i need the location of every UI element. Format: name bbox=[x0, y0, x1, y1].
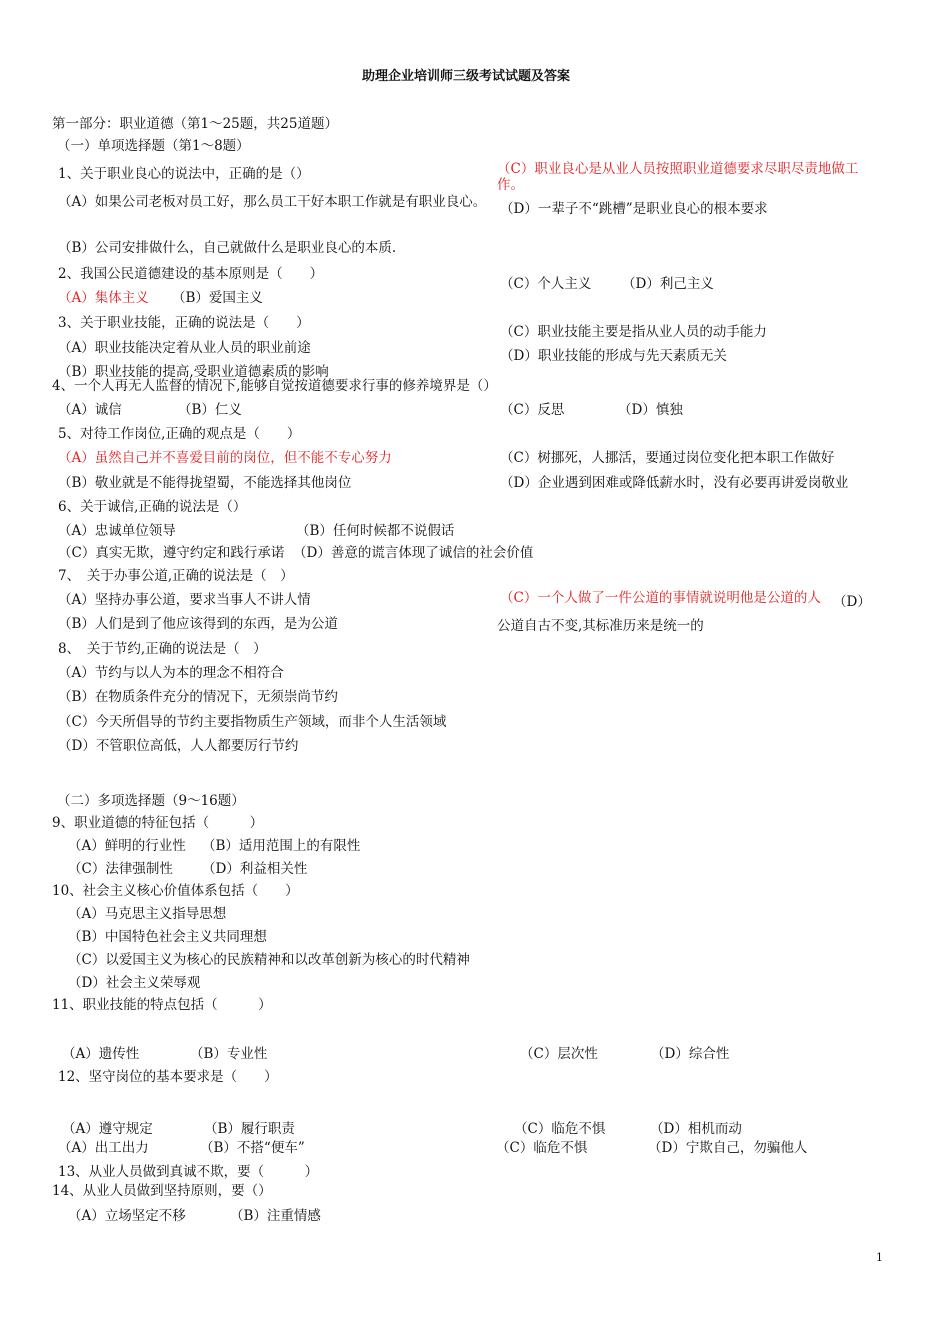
question-6-option-c: （C）真实无欺，遵守约定和践行承诺 bbox=[58, 545, 285, 561]
question-4-option-c: （C）反思 bbox=[500, 402, 565, 418]
question-11-option-a: （A）遗传性 bbox=[62, 1046, 140, 1062]
question-1-stem: 1、关于职业良心的说法中，正确的是（） bbox=[58, 166, 310, 182]
question-10-option-a: （A）马克思主义指导思想 bbox=[68, 906, 227, 922]
question-5-stem: 5、对待工作岗位,正确的观点是（ ） bbox=[58, 426, 301, 442]
question-7-option-a: （A）坚持办事公道，要求当事人不讲人情 bbox=[58, 592, 311, 608]
question-1-option-b: （B）公司安排做什么，自己就做什么是职业良心的本质. bbox=[58, 240, 397, 256]
question-10-option-c: （C）以爱国主义为核心的民族精神和以改革创新为核心的时代精神 bbox=[68, 952, 470, 968]
question-2-option-b: （B）爱国主义 bbox=[172, 290, 263, 306]
question-2-option-d: （D）利己主义 bbox=[622, 276, 714, 292]
question-13-stem: 13、从业人员做到真诚不欺，要（ ） bbox=[58, 1164, 319, 1180]
question-1-option-d: （D）一辈子不“跳槽”是职业良心的根本要求 bbox=[500, 201, 768, 217]
question-13-option-b: （B）不搭“便车” bbox=[200, 1140, 305, 1156]
question-12-option-c: （C）临危不惧 bbox=[514, 1121, 606, 1137]
question-3-option-d: （D）职业技能的形成与先天素质无关 bbox=[500, 348, 727, 364]
question-8-option-a: （A）节约与以人为本的理念不相符合 bbox=[58, 665, 284, 681]
question-3-option-c: （C）职业技能主要是指从业人员的动手能力 bbox=[500, 324, 767, 340]
page-number: 1 bbox=[876, 1251, 883, 1264]
question-5-option-b: （B）敬业就是不能得拢望蜀，不能选择其他岗位 bbox=[58, 475, 352, 491]
question-14-stem: 14、从业人员做到坚持原则，要（） bbox=[52, 1183, 272, 1199]
question-14-option-b: （B）注重情感 bbox=[230, 1208, 321, 1224]
question-13-option-c: （C）临危不惧 bbox=[496, 1140, 588, 1156]
question-1-option-c-answer: （C）职业良心是从业人员按照职业道德要求尽职尽责地做工作。 bbox=[497, 161, 859, 193]
question-2-option-a-answer: （A）集体主义 bbox=[58, 290, 149, 306]
document-title: 助理企业培训师三级考试试题及答案 bbox=[362, 69, 571, 84]
question-7-option-c-answer: （C）一个人做了一件公道的事情就说明他是公道的人 bbox=[500, 590, 821, 606]
question-6-stem: 6、关于诚信,正确的说法是（） bbox=[58, 499, 247, 515]
question-9-stem: 9、职业道德的特征包括（ ） bbox=[52, 815, 264, 831]
question-2-option-c: （C）个人主义 bbox=[500, 276, 592, 292]
question-7-stem: 7、 关于办事公道,正确的说法是（ ） bbox=[58, 568, 294, 584]
question-12-option-d: （D）相机而动 bbox=[650, 1121, 742, 1137]
question-9-option-c: （C）法律强制性 bbox=[68, 861, 173, 877]
question-13-option-d: （D）宁欺自己，勿骗他人 bbox=[648, 1140, 808, 1156]
question-9-option-d: （D）利益相关性 bbox=[202, 861, 308, 877]
question-12-stem: 12、坚守岗位的基本要求是（ ） bbox=[58, 1069, 278, 1085]
question-8-option-d: （D）不管职位高低，人人都要厉行节约 bbox=[58, 738, 299, 754]
question-13-option-a: （A）出工出力 bbox=[58, 1140, 149, 1156]
question-4-option-d: （D）慎独 bbox=[618, 402, 683, 418]
question-6-option-d: （D）善意的谎言体现了诚信的社会价值 bbox=[293, 545, 534, 561]
question-7-option-b: （B）人们是到了他应该得到的东西，是为公道 bbox=[58, 616, 338, 632]
question-8-option-c: （C）今天所倡导的节约主要指物质生产领域，而非个人生活领域 bbox=[58, 714, 447, 730]
question-5-option-c: （C）树挪死，人挪活，要通过岗位变化把本职工作做好 bbox=[500, 450, 835, 466]
question-2-stem: 2、我国公民道德建设的基本原则是（ ） bbox=[58, 266, 324, 282]
question-5-option-d: （D）企业遇到困难或降低薪水时，没有必要再讲爱岗敬业 bbox=[500, 475, 849, 491]
question-11-option-c: （C）层次性 bbox=[520, 1046, 598, 1062]
question-14-option-a: （A）立场坚定不移 bbox=[68, 1208, 186, 1224]
question-4-option-a: （A）诚信 bbox=[58, 402, 122, 418]
question-12-option-a: （A）遵守规定 bbox=[62, 1121, 153, 1137]
question-12-option-b: （B）履行职责 bbox=[204, 1121, 295, 1137]
question-11-option-d: （D）综合性 bbox=[651, 1046, 730, 1062]
question-11-option-b: （B）专业性 bbox=[190, 1046, 268, 1062]
question-8-option-b: （B）在物质条件充分的情况下，无须崇尚节约 bbox=[58, 689, 338, 705]
question-8-stem: 8、 关于节约,正确的说法是（ ） bbox=[58, 641, 267, 657]
question-3-option-a: （A）职业技能决定着从业人员的职业前途 bbox=[58, 340, 311, 356]
section-heading-single-choice: （一）单项选择题（第1～8题） bbox=[57, 138, 250, 154]
question-3-stem: 3、关于职业技能，正确的说法是（ ） bbox=[58, 315, 310, 331]
part-heading: 第一部分：职业道德（第1～25题，共25道题） bbox=[52, 116, 338, 132]
question-4-option-b: （B）仁义 bbox=[178, 402, 242, 418]
question-10-option-d: （D）社会主义荣辱观 bbox=[68, 975, 201, 991]
section-heading-multiple-choice: （二）多项选择题（9～16题） bbox=[57, 793, 245, 809]
question-1-option-a: （A）如果公司老板对员工好，那么员工干好本职工作就是有职业良心。 bbox=[58, 194, 487, 210]
question-4-stem: 4、一个人再无人监督的情况下,能够自觉按道德要求行事的修养境界是（） bbox=[52, 378, 497, 394]
question-6-option-b: （B）任何时候都不说假话 bbox=[296, 523, 455, 539]
question-9-option-a: （A）鲜明的行业性 bbox=[68, 838, 186, 854]
question-5-option-a-answer: （A）虽然自己并不喜爱目前的岗位，但不能不专心努力 bbox=[58, 450, 392, 466]
question-9-option-b: （B）适用范围上的有限性 bbox=[202, 838, 361, 854]
question-10-option-b: （B）中国特色社会主义共同理想 bbox=[68, 929, 267, 945]
question-6-option-a: （A）忠诚单位领导 bbox=[58, 523, 176, 539]
question-10-stem: 10、社会主义核心价值体系包括（ ） bbox=[52, 883, 299, 899]
question-3-option-b: （B）职业技能的提高,受职业道德素质的影响 bbox=[58, 364, 329, 380]
question-11-stem: 11、职业技能的特点包括（ ） bbox=[52, 997, 272, 1013]
question-7-option-d: （D）公道自古不变,其标准历来是统一的 bbox=[497, 594, 871, 634]
